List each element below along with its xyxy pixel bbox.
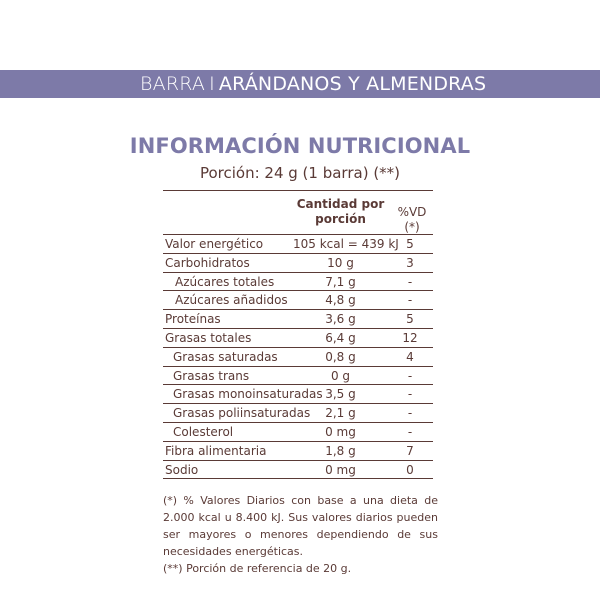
header-quantity-line2: porción (315, 212, 366, 226)
nutrient-daily-value: - (407, 274, 413, 289)
nutrient-name: Grasas poliinsaturadas (173, 406, 311, 421)
nutrient-quantity: 3,5 g (325, 387, 356, 402)
nutrient-daily-value: 3 (406, 255, 414, 270)
nutrient-name: Valor energético (165, 237, 264, 251)
portion-size: Porción: 24 g (1 barra) (**) (199, 164, 401, 182)
nutrient-quantity: 6,4 g (325, 330, 356, 345)
nutrient-name: Colesterol (173, 424, 234, 439)
banner-prefix: BARRA (140, 73, 206, 95)
table-row (163, 442, 433, 461)
nutrient-quantity: 0 g (330, 368, 351, 383)
nutrient-quantity: 0,8 g (325, 349, 356, 364)
nutrient-name: Fibra alimentaria (165, 443, 267, 458)
nutrient-daily-value: - (407, 387, 413, 402)
nutrient-quantity: 105 kcal = 439 kJ (293, 237, 399, 251)
nutrient-daily-value: 0 (406, 462, 414, 477)
banner-separator: I (209, 73, 215, 95)
nutrient-quantity: 7,1 g (325, 274, 356, 289)
table-row (163, 235, 433, 254)
footnote (163, 492, 438, 577)
top-rule (163, 190, 433, 191)
nutrient-quantity: 1,8 g (325, 443, 356, 458)
footnote-daily-values: (*) % Valores Diarios con base a una dieta de 2.000 kcal u 8.400 kJ. Sus valores diarios pueden ser mayores o menores dependiendo de sus necesidades energéticas. (163, 494, 438, 558)
nutrient-daily-value: 5 (406, 312, 414, 327)
nutrient-daily-value: 5 (406, 237, 414, 251)
nutrient-quantity: 0 mg (325, 424, 356, 439)
table-row (163, 423, 433, 442)
nutrient-daily-value: 12 (402, 330, 418, 345)
table-row (163, 310, 433, 329)
nutrient-daily-value: - (407, 424, 413, 439)
nutrient-quantity: 4,8 g (325, 293, 356, 308)
nutrient-name: Grasas trans (173, 368, 250, 383)
table-row (163, 385, 433, 404)
nutrient-name: Azúcares añadidos (175, 293, 288, 308)
table-row (163, 461, 433, 480)
nutrient-name: Grasas monoinsaturadas (173, 387, 323, 402)
table-row (163, 348, 433, 367)
table-row (163, 291, 433, 310)
nutrient-daily-value: - (407, 368, 413, 383)
header-vd: %VD (*) (397, 205, 427, 234)
nutrition-title: INFORMACIÓN NUTRICIONAL (129, 134, 471, 158)
header-quantity-line1: Cantidad por (296, 197, 385, 211)
table-row (163, 254, 433, 273)
nutrient-name: Azúcares totales (175, 274, 275, 289)
nutrition-table (163, 235, 433, 479)
nutrient-daily-value: 7 (406, 443, 414, 458)
nutrient-name: Sodio (165, 462, 199, 477)
product-banner (0, 70, 600, 98)
footnote-reference-portion: (**) Porción de referencia de 20 g. (163, 562, 352, 575)
table-row (163, 367, 433, 386)
nutrient-daily-value: 4 (406, 349, 414, 364)
nutrient-name: Carbohidratos (165, 255, 250, 270)
nutrient-name: Grasas saturadas (173, 349, 278, 364)
nutrient-quantity: 3,6 g (325, 312, 356, 327)
banner-product-name: ARÁNDANOS Y ALMENDRAS (218, 73, 487, 95)
nutrient-name: Proteínas (165, 312, 221, 327)
nutrient-daily-value: - (407, 293, 413, 308)
nutrient-quantity: 0 mg (325, 462, 356, 477)
table-row (163, 329, 433, 348)
nutrient-quantity: 2,1 g (325, 406, 356, 421)
table-row (163, 273, 433, 292)
nutrient-quantity: 10 g (327, 255, 354, 270)
table-row (163, 404, 433, 423)
nutrient-name: Grasas totales (165, 330, 252, 345)
header-quantity (293, 197, 388, 227)
nutrient-daily-value: - (407, 406, 413, 421)
